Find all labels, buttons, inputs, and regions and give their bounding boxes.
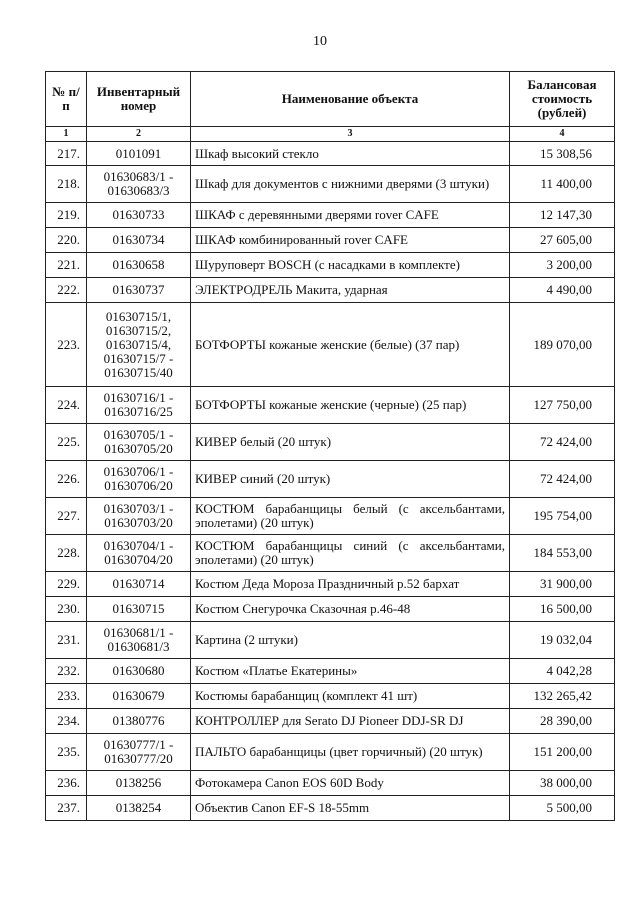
balance-cost: 15 308,56 [510,142,615,166]
row-number: 229. [46,572,87,597]
balance-cost: 4 490,00 [510,278,615,303]
object-name: БОТФОРТЫ кожаные женские (белые) (37 пар) [191,303,510,387]
inventory-number: 01630681/1 - 01630681/3 [87,622,191,659]
row-number: 226. [46,461,87,498]
inventory-number: 01630706/1 - 01630706/20 [87,461,191,498]
table-row [46,278,615,303]
table-row [46,253,615,278]
inventory-number: 01630704/1 - 01630704/20 [87,535,191,572]
row-number: 221. [46,253,87,278]
inventory-number: 01630734 [87,228,191,253]
balance-cost: 31 900,00 [510,572,615,597]
table-row [46,303,615,387]
object-name: БОТФОРТЫ кожаные женские (черные) (25 пар) [191,387,510,424]
inventory-number: 0138256 [87,771,191,796]
balance-cost: 12 147,30 [510,203,615,228]
inventory-number: 01630683/1 - 01630683/3 [87,166,191,203]
balance-cost: 19 032,04 [510,622,615,659]
column-index: 1 [46,127,87,142]
table-row [46,387,615,424]
object-name: Костюм «Платье Екатерины» [191,659,510,684]
balance-cost: 3 200,00 [510,253,615,278]
object-name: ШКАФ с деревянными дверями rover CAFE [191,203,510,228]
row-number: 219. [46,203,87,228]
row-number: 235. [46,734,87,771]
balance-cost: 72 424,00 [510,461,615,498]
row-number: 227. [46,498,87,535]
object-name: КОСТЮМ барабанщицы синий (с аксельбантами, эполетами) (20 штук) [191,535,510,572]
object-name: ШКАФ комбинированный rover CAFE [191,228,510,253]
row-number: 236. [46,771,87,796]
table-row [46,203,615,228]
header-name: Наименование объекта [191,72,510,127]
table-row [46,166,615,203]
balance-cost: 11 400,00 [510,166,615,203]
row-number: 224. [46,387,87,424]
object-name: Костюм Деда Мороза Праздничный р.52 бархат [191,572,510,597]
balance-cost: 5 500,00 [510,796,615,821]
table-row [46,461,615,498]
inventory-number: 01630737 [87,278,191,303]
object-name: КИВЕР синий (20 штук) [191,461,510,498]
table-row [46,734,615,771]
inventory-number: 01630680 [87,659,191,684]
row-number: 225. [46,424,87,461]
table-row [46,535,615,572]
object-name: Объектив Canon EF-S 18-55mm [191,796,510,821]
table-row [46,684,615,709]
row-number: 234. [46,709,87,734]
table-row [46,142,615,166]
row-number: 231. [46,622,87,659]
row-number: 237. [46,796,87,821]
header-inventory: Инвентарный номер [87,72,191,127]
inventory-number: 01630733 [87,203,191,228]
table-row [46,424,615,461]
row-number: 218. [46,166,87,203]
balance-cost: 27 605,00 [510,228,615,253]
balance-cost: 127 750,00 [510,387,615,424]
table-row [46,228,615,253]
object-name: КОСТЮМ барабанщицы белый (с аксельбантами, эполетами) (20 штук) [191,498,510,535]
inventory-number: 01380776 [87,709,191,734]
table-row [46,572,615,597]
inventory-number: 01630703/1 - 01630703/20 [87,498,191,535]
table-row [46,597,615,622]
inventory-number: 01630716/1 - 01630716/25 [87,387,191,424]
row-number: 222. [46,278,87,303]
row-number: 217. [46,142,87,166]
object-name: Шкаф для документов с нижними дверями (3 штуки) [191,166,510,203]
inventory-number: 01630705/1 - 01630705/20 [87,424,191,461]
object-name: Картина (2 штуки) [191,622,510,659]
balance-cost: 38 000,00 [510,771,615,796]
row-number: 232. [46,659,87,684]
column-index: 4 [510,127,615,142]
inventory-number: 0138254 [87,796,191,821]
row-number: 230. [46,597,87,622]
row-number: 223. [46,303,87,387]
column-index: 2 [87,127,191,142]
table-row [46,796,615,821]
table-row [46,659,615,684]
object-name: Костюм Снегурочка Сказочная р.46-48 [191,597,510,622]
header-cost: Балансовая стоимость (рублей) [510,72,615,127]
row-number: 228. [46,535,87,572]
balance-cost: 184 553,00 [510,535,615,572]
balance-cost: 195 754,00 [510,498,615,535]
object-name: Костюмы барабанщиц (комплект 41 шт) [191,684,510,709]
inventory-number: 01630777/1 - 01630777/20 [87,734,191,771]
object-name: ПАЛЬТО барабанщицы (цвет горчичный) (20 штук) [191,734,510,771]
page-number: 10 [313,34,327,49]
table-body [46,142,615,821]
balance-cost: 132 265,42 [510,684,615,709]
table-row [46,709,615,734]
table-row [46,498,615,535]
balance-cost: 151 200,00 [510,734,615,771]
object-name: КИВЕР белый (20 штук) [191,424,510,461]
inventory-number: 01630715/1, 01630715/2, 01630715/4, 01630715/7 - 01630715/40 [87,303,191,387]
inventory-number: 01630714 [87,572,191,597]
header-num: № п/п [46,72,87,127]
row-number: 233. [46,684,87,709]
inventory-number: 01630679 [87,684,191,709]
object-name: Шкаф высокий стекло [191,142,510,166]
inventory-number: 01630658 [87,253,191,278]
balance-cost: 4 042,28 [510,659,615,684]
table-row [46,622,615,659]
inventory-number: 01630715 [87,597,191,622]
object-name: КОНТРОЛЛЕР для Serato DJ Pioneer DDJ-SR DJ [191,709,510,734]
balance-cost: 72 424,00 [510,424,615,461]
balance-cost: 28 390,00 [510,709,615,734]
object-name: Шуруповерт BOSCH (с насадками в комплекте) [191,253,510,278]
table-row [46,771,615,796]
balance-cost: 189 070,00 [510,303,615,387]
balance-cost: 16 500,00 [510,597,615,622]
table-header-row [46,72,615,127]
inventory-table [45,71,615,821]
column-index: 3 [191,127,510,142]
row-number: 220. [46,228,87,253]
column-index-row [46,127,615,142]
inventory-number: 0101091 [87,142,191,166]
object-name: Фотокамера Canon EOS 60D Body [191,771,510,796]
object-name: ЭЛЕКТРОДРЕЛЬ Макита, ударная [191,278,510,303]
